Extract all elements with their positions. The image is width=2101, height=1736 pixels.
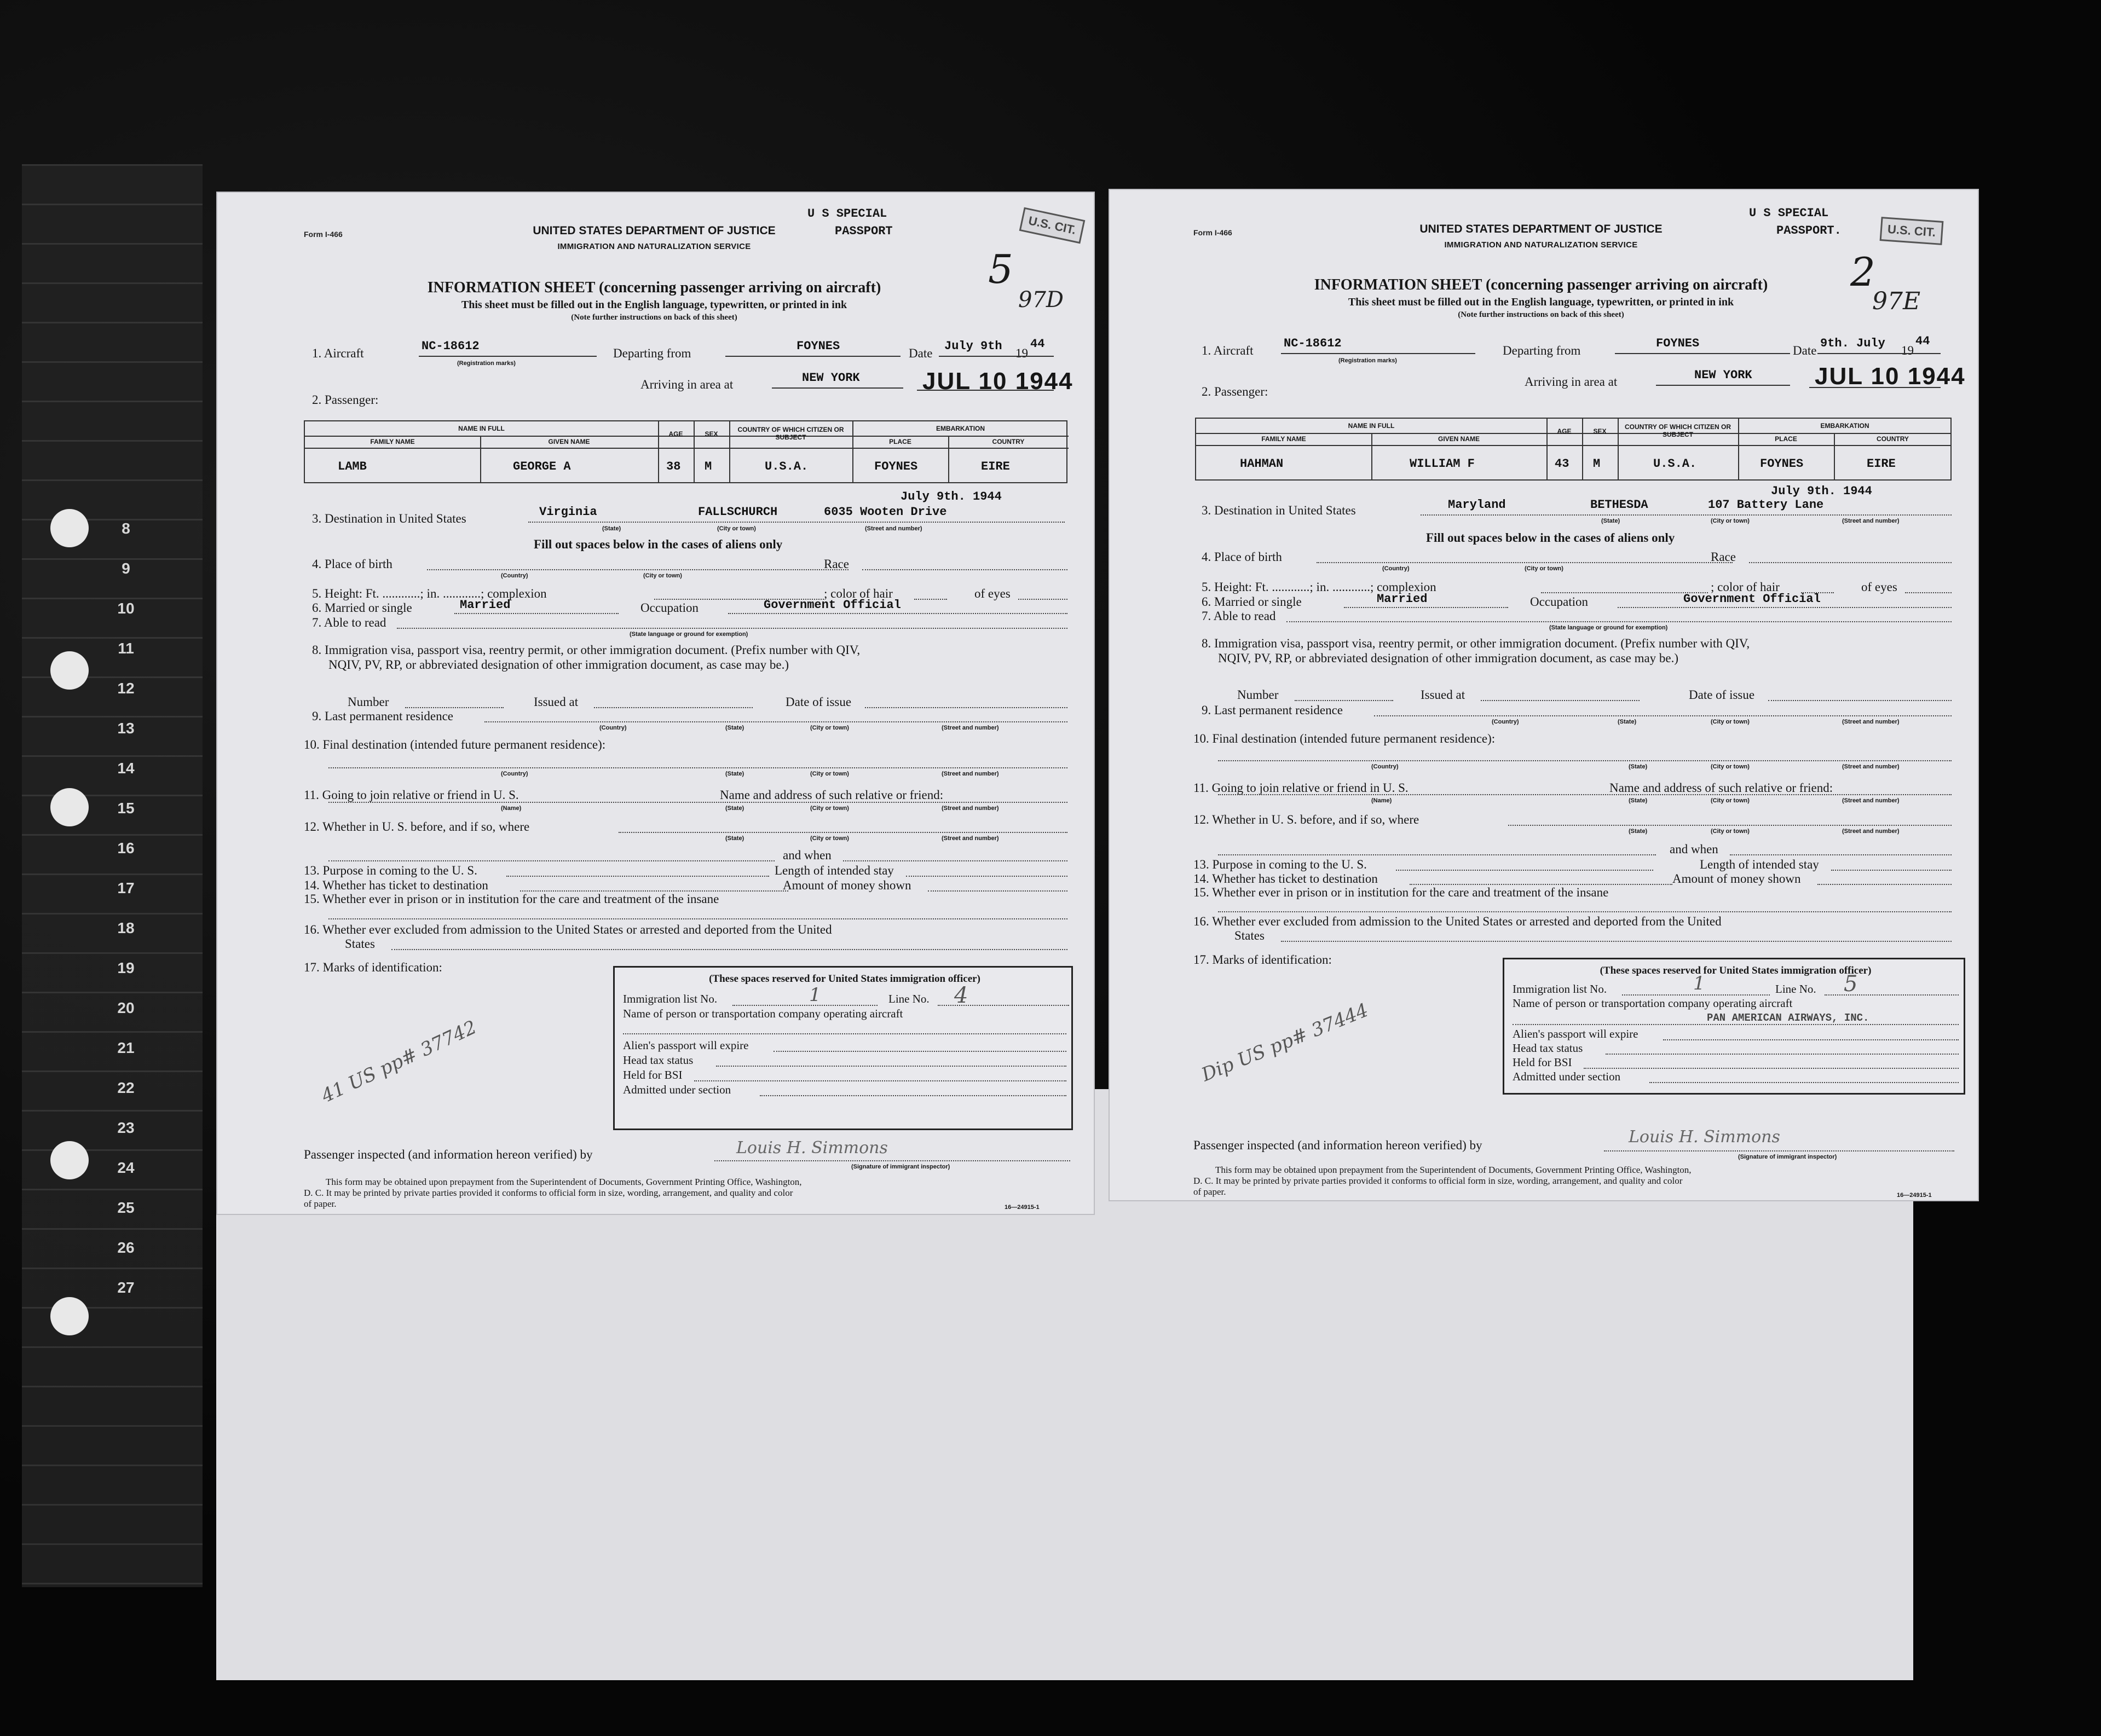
special-line-1: U S SPECIAL — [807, 207, 887, 221]
caption-country: (Country) — [501, 572, 528, 579]
ledger-number: 11 — [118, 640, 134, 657]
family-name-header: FAMILY NAME — [1261, 435, 1306, 443]
ledger-number: 25 — [117, 1199, 135, 1216]
ledger-number: 16 — [117, 840, 135, 857]
ledger-number: 21 — [117, 1039, 135, 1056]
departing-label: Departing from — [1503, 344, 1581, 357]
caption-state-10: (State) — [725, 771, 744, 777]
caption-state-9: (State) — [725, 725, 744, 731]
line-number-value: 5 — [1844, 971, 1858, 997]
marks-label: 17. Marks of identification: — [304, 960, 442, 974]
list-number-label: Immigration list No. — [1513, 982, 1607, 996]
ledger-number: 12 — [117, 680, 135, 697]
join-label: 11. Going to join relative or friend in U. S. — [1193, 781, 1409, 795]
arriving-value: NEW YORK — [1694, 368, 1752, 382]
officer-box-title: (These spaces reserved for United States immigration officer) — [1600, 965, 1872, 976]
handwritten-number: 2 — [1850, 249, 1875, 295]
caption-street-12: (Street and number) — [1842, 828, 1900, 835]
line-number-value: 4 — [954, 983, 968, 1008]
handwritten-suffix: 97D — [1018, 287, 1064, 313]
destination-date: July 9th. 1944 — [1771, 484, 1872, 498]
date-label: Date — [1793, 344, 1817, 357]
caption-state-10: (State) — [1629, 763, 1648, 770]
stay-label: Length of intended stay — [775, 864, 894, 877]
caption-city-10: (City or town) — [810, 771, 849, 777]
caption-street-9: (Street and number) — [1842, 719, 1900, 725]
special-line-2: PASSPORT — [835, 224, 893, 238]
occupation-label: Occupation — [1530, 595, 1589, 609]
ledger-number: 26 — [117, 1239, 135, 1256]
caption-state-11: (State) — [725, 805, 744, 812]
money-label: Amount of money shown — [1672, 872, 1801, 886]
given-name-value: WILLIAM F — [1410, 457, 1475, 471]
caption-country: (Country) — [1382, 565, 1410, 572]
caption-city: (City or town) — [717, 525, 756, 532]
destination-street: 107 Battery Lane — [1708, 498, 1824, 512]
citizen-value: U.S.A. — [1653, 457, 1697, 471]
sheet-subtitle: This sheet must be filled out in the English language, typewritten, or printed in ink — [1348, 296, 1734, 308]
sheet-note: (Note further instructions on back of this sheet) — [571, 313, 737, 322]
operator-value: PAN AMERICAN AIRWAYS, INC. — [1707, 1012, 1869, 1024]
destination-city: FALLSCHURCH — [698, 505, 778, 519]
officer-box-title: (These spaces reserved for United States immigration officer) — [709, 973, 980, 985]
caption-city-12: (City or town) — [1711, 828, 1750, 835]
footer-line-2: D. C. It may be printed by private parties provided it conforms to official form in size, wording, arrangement, and quality and color — [1193, 1176, 1683, 1186]
citizen-header: COUNTRY OF WHICH CITIZEN OR SUBJECT — [737, 426, 844, 441]
name-in-full-header: NAME IN FULL — [458, 425, 505, 432]
section-label: Admitted under section — [623, 1083, 731, 1096]
year-prefix: 19 — [1015, 346, 1028, 360]
section-label: Admitted under section — [1513, 1070, 1621, 1083]
caption-country-9: (Country) — [1492, 719, 1519, 725]
destination-label: 3. Destination in United States — [1202, 504, 1356, 517]
operator-label: Name of person or transportation company operating aircraft — [623, 1007, 903, 1020]
binder-hole — [50, 1297, 89, 1335]
place-value: FOYNES — [1760, 457, 1804, 471]
visa-label-1: 8. Immigration visa, passport visa, reentry permit, or other immigration document. (Prefix number with QIV, — [1202, 636, 1750, 650]
country-value: EIRE — [1867, 457, 1896, 471]
sex-value: M — [1593, 457, 1601, 471]
caption-city-9: (City or town) — [1711, 719, 1750, 725]
departing-value: FOYNES — [1656, 337, 1700, 350]
caption-state: (State) — [602, 525, 621, 532]
aircraft-value: NC-18612 — [422, 339, 480, 353]
number-label: Number — [1237, 688, 1279, 702]
race-label: Race — [824, 557, 849, 571]
list-number-value: 1 — [1693, 973, 1705, 994]
inspected-label: Passenger inspected (and information hereon verified) by — [1193, 1138, 1482, 1152]
departing-value: FOYNES — [796, 339, 840, 353]
passenger-label: 2. Passenger: — [1202, 385, 1268, 398]
excluded-label-2: States — [345, 937, 375, 951]
aircraft-label: 1. Aircraft — [1202, 344, 1254, 357]
binder-hole — [50, 788, 89, 826]
passenger-table — [304, 420, 1067, 483]
citizen-stamp: U.S. CIT. — [1019, 207, 1086, 244]
caption-street: (Street and number) — [1842, 518, 1900, 524]
information-sheet-right — [1109, 189, 1979, 1201]
departure-date-value: 9th. July — [1820, 337, 1885, 350]
hair-label: ; color of hair — [824, 587, 893, 600]
height-label: 5. Height: Ft. ............; in. ............; complexion — [1202, 580, 1436, 594]
height-label: 5. Height: Ft. ............; in. ............; complexion — [312, 587, 547, 600]
join-name-label: Name and address of such relative or friend: — [720, 788, 944, 802]
departure-date-value: July 9th — [944, 339, 1002, 353]
aircraft-value: NC-18612 — [1284, 337, 1342, 350]
sheet-note: (Note further instructions on back of this sheet) — [1458, 310, 1624, 319]
issue-date-label: Date of issue — [786, 695, 852, 709]
issue-date-label: Date of issue — [1689, 688, 1755, 702]
arrival-date-stamp: JUL 10 1944 — [1815, 363, 1966, 390]
prison-label: 15. Whether ever in prison or in institution for the care and treatment of the insane — [304, 892, 719, 906]
year-suffix: 44 — [1030, 337, 1045, 351]
caption-state-12: (State) — [725, 835, 744, 842]
citizen-stamp: U.S. CIT. — [1880, 217, 1944, 245]
line-number-label: Line No. — [1775, 982, 1816, 996]
ledger-number: 13 — [117, 720, 135, 737]
sex-header: SEX — [1593, 427, 1607, 435]
ledger-number: 22 — [117, 1079, 135, 1096]
footer-line-3: of paper. — [304, 1199, 337, 1209]
join-label: 11. Going to join relative or friend in U. S. — [304, 788, 519, 802]
inspector-signature: Louis H. Simmons — [736, 1138, 888, 1158]
caption-country-10: (Country) — [1371, 763, 1399, 770]
arriving-label: Arriving in area at — [640, 378, 734, 391]
number-label: Number — [348, 695, 389, 709]
destination-date: July 9th. 1944 — [901, 490, 1002, 504]
registration-caption: (Registration marks) — [1338, 357, 1397, 364]
eyes-label: of eyes — [1861, 580, 1897, 594]
caption-street-10: (Street and number) — [942, 771, 999, 777]
ledger-number: 23 — [117, 1119, 135, 1136]
family-name-value: HAHMAN — [1240, 457, 1284, 471]
destination-label: 3. Destination in United States — [312, 512, 466, 525]
excluded-label-2: States — [1234, 929, 1265, 942]
married-label: 6. Married or single — [1202, 595, 1302, 609]
sheet-title: INFORMATION SHEET (concerning passenger arriving on aircraft) — [1314, 276, 1768, 293]
caption-city: (City or town) — [1711, 518, 1750, 524]
marks-handwriting: Dip US pp# 37444 — [1198, 999, 1372, 1086]
caption-city-12: (City or town) — [810, 835, 849, 842]
caption-street-11: (Street and number) — [942, 805, 999, 812]
residence-label: 9. Last permanent residence — [312, 709, 453, 723]
read-caption: (State language or ground for exemption) — [630, 631, 748, 638]
year-prefix: 19 — [1901, 344, 1914, 357]
department-heading: UNITED STATES DEPARTMENT OF JUSTICE — [533, 224, 776, 237]
binder-hole — [50, 1141, 89, 1179]
occupation-value: Government Official — [1683, 592, 1821, 606]
birth-label: 4. Place of birth — [312, 557, 393, 571]
occupation-label: Occupation — [640, 601, 699, 615]
footer-line-3: of paper. — [1193, 1187, 1226, 1197]
when-label: and when — [783, 848, 832, 862]
occupation-value: Government Official — [764, 598, 901, 612]
embarkation-header: EMBARKATION — [936, 425, 985, 432]
age-value: 38 — [666, 460, 681, 473]
final-destination-label: 10. Final destination (intended future permanent residence): — [1193, 732, 1496, 745]
country-header: COUNTRY — [992, 438, 1025, 445]
ledger-number: 8 — [122, 520, 130, 537]
age-header: AGE — [1557, 427, 1572, 435]
destination-state: Virginia — [539, 505, 597, 519]
caption-city-birth: (City or town) — [643, 572, 682, 579]
family-name-header: FAMILY NAME — [370, 438, 415, 445]
given-name-value: GEORGE A — [513, 460, 571, 473]
caption-street-10: (Street and number) — [1842, 763, 1900, 770]
before-label: 12. Whether in U. S. before, and if so, where — [304, 820, 530, 834]
passport-expire-label: Alien's passport will expire — [623, 1039, 749, 1052]
service-heading: IMMIGRATION AND NATURALIZATION SERVICE — [557, 242, 751, 251]
list-number-label: Immigration list No. — [623, 992, 718, 1005]
read-label: 7. Able to read — [1202, 609, 1276, 623]
footer-line-2: D. C. It may be printed by private parties provided it conforms to official form in size, wording, arrangement, and quality and color — [304, 1188, 793, 1198]
embarkation-header: EMBARKATION — [1820, 422, 1869, 430]
marks-handwriting: 41 US pp# 37742 — [318, 1016, 480, 1108]
inspector-signature: Louis H. Simmons — [1629, 1127, 1780, 1147]
head-tax-label: Head tax status — [623, 1054, 694, 1067]
ticket-label: 14. Whether has ticket to destination — [304, 878, 488, 892]
married-value: Married — [460, 598, 511, 612]
destination-state: Maryland — [1448, 498, 1506, 512]
footer-line-1: This form may be obtained upon prepayment from the Superintendent of Documents, Government Printing Office, Washington, — [326, 1177, 802, 1187]
sheet-subtitle: This sheet must be filled out in the English language, typewritten, or printed in ink — [461, 299, 847, 311]
binder-hole — [50, 509, 89, 547]
before-label: 12. Whether in U. S. before, and if so, where — [1193, 813, 1419, 826]
visa-label-2: NQIV, PV, RP, or abbreviated designation of other immigration document, as case may be.) — [1218, 651, 1679, 665]
inspector-caption: (Signature of immigrant inspector) — [851, 1164, 950, 1170]
departing-label: Departing from — [613, 346, 691, 360]
prison-label: 15. Whether ever in prison or in institution for the care and treatment of the insane — [1193, 886, 1609, 899]
ticket-label: 14. Whether has ticket to destination — [1193, 872, 1378, 886]
place-header: PLACE — [1775, 435, 1797, 443]
family-name-value: LAMB — [338, 460, 367, 473]
read-caption: (State language or ground for exemption) — [1549, 624, 1668, 631]
caption-street-12: (Street and number) — [942, 835, 999, 842]
passenger-label: 2. Passenger: — [312, 393, 379, 407]
year-suffix: 44 — [1915, 334, 1930, 348]
when-label: and when — [1670, 842, 1718, 856]
print-code: 16—24915-1 — [1005, 1204, 1040, 1211]
visa-label-1: 8. Immigration visa, passport visa, reentry permit, or other immigration document. (Prefix number with QIV, — [312, 643, 861, 657]
aliens-only-heading: Fill out spaces below in the cases of aliens only — [534, 537, 783, 551]
join-name-label: Name and address of such relative or friend: — [1609, 781, 1833, 795]
handwritten-suffix: 97E — [1872, 287, 1921, 315]
race-label: Race — [1711, 550, 1736, 564]
age-header: AGE — [668, 430, 683, 438]
caption-city-birth: (City or town) — [1525, 565, 1563, 572]
excluded-label-1: 16. Whether ever excluded from admission to the United States or arrested and deported from the United — [304, 923, 832, 936]
purpose-label: 13. Purpose in coming to the U. S. — [304, 864, 477, 877]
special-line-1: U S SPECIAL — [1749, 206, 1829, 220]
marks-label: 17. Marks of identification: — [1193, 953, 1332, 967]
list-number-value: 1 — [809, 984, 821, 1006]
caption-name-11: (Name) — [1371, 797, 1392, 804]
caption-name-11: (Name) — [501, 805, 522, 812]
bsi-label: Held for BSI — [623, 1068, 683, 1081]
caption-city-10: (City or town) — [1711, 763, 1750, 770]
visa-label-2: NQIV, PV, RP, or abbreviated designation of other immigration document, as case may be.) — [328, 658, 789, 672]
caption-state-9: (State) — [1618, 719, 1637, 725]
information-sheet-left — [216, 192, 1095, 1215]
place-value: FOYNES — [874, 460, 918, 473]
caption-city-11: (City or town) — [810, 805, 849, 812]
special-line-2: PASSPORT. — [1776, 224, 1842, 238]
ledger-number: 27 — [117, 1279, 135, 1296]
aliens-only-heading: Fill out spaces below in the cases of aliens only — [1426, 531, 1675, 545]
birth-label: 4. Place of birth — [1202, 550, 1282, 564]
line-number-label: Line No. — [888, 992, 930, 1005]
issued-at-label: Issued at — [534, 695, 579, 709]
issued-at-label: Issued at — [1421, 688, 1465, 702]
sheet-title: INFORMATION SHEET (concerning passenger arriving on aircraft) — [427, 279, 881, 296]
ledger-number: 15 — [117, 800, 135, 817]
purpose-label: 13. Purpose in coming to the U. S. — [1193, 858, 1367, 871]
caption-street-11: (Street and number) — [1842, 797, 1900, 804]
passport-expire-label: Alien's passport will expire — [1513, 1027, 1638, 1040]
inspector-caption: (Signature of immigrant inspector) — [1738, 1154, 1837, 1160]
place-header: PLACE — [889, 438, 911, 445]
passenger-table — [1195, 418, 1952, 481]
stay-label: Length of intended stay — [1700, 858, 1819, 871]
date-label: Date — [909, 346, 933, 360]
inspected-label: Passenger inspected (and information hereon verified) by — [304, 1148, 593, 1161]
department-heading: UNITED STATES DEPARTMENT OF JUSTICE — [1419, 223, 1663, 235]
residence-label: 9. Last permanent residence — [1202, 703, 1343, 717]
sex-value: M — [705, 460, 712, 473]
caption-city-9: (City or town) — [810, 725, 849, 731]
name-in-full-header: NAME IN FULL — [1348, 422, 1395, 430]
caption-country-9: (Country) — [599, 725, 627, 731]
ledger-number: 14 — [117, 760, 135, 777]
caption-street-9: (Street and number) — [942, 725, 999, 731]
citizen-value: U.S.A. — [765, 460, 809, 473]
caption-state-11: (State) — [1629, 797, 1648, 804]
eyes-label: of eyes — [974, 587, 1011, 600]
binder-hole — [50, 651, 89, 690]
hair-label: ; color of hair — [1711, 580, 1780, 594]
destination-city: BETHESDA — [1590, 498, 1648, 512]
registration-caption: (Registration marks) — [457, 360, 516, 367]
married-value: Married — [1377, 592, 1428, 606]
caption-city-11: (City or town) — [1711, 797, 1750, 804]
caption-state: (State) — [1601, 518, 1620, 524]
excluded-label-1: 16. Whether ever excluded from admission to the United States or arrested and deported from the United — [1193, 915, 1722, 928]
handwritten-number: 5 — [988, 246, 1013, 292]
print-code: 16—24915-1 — [1897, 1192, 1932, 1199]
money-label: Amount of money shown — [783, 878, 911, 892]
officer-box — [1503, 958, 1965, 1095]
head-tax-label: Head tax status — [1513, 1041, 1583, 1055]
arrival-date-stamp: JUL 10 1944 — [922, 368, 1073, 395]
footer-line-1: This form may be obtained upon prepayment from the Superintendent of Documents, Government Printing Office, Washington, — [1215, 1165, 1692, 1175]
caption-country-10: (Country) — [501, 771, 528, 777]
citizen-header: COUNTRY OF WHICH CITIZEN OR SUBJECT — [1625, 423, 1731, 438]
read-label: 7. Able to read — [312, 616, 386, 629]
married-label: 6. Married or single — [312, 601, 412, 615]
country-value: EIRE — [981, 460, 1010, 473]
destination-street: 6035 Wooten Drive — [824, 505, 947, 519]
ledger-number: 20 — [117, 999, 135, 1016]
given-name-header: GIVEN NAME — [548, 438, 590, 445]
ledger-number: 19 — [117, 959, 135, 976]
officer-box — [613, 966, 1073, 1130]
ledger-number: 24 — [117, 1159, 135, 1176]
final-destination-label: 10. Final destination (intended future permanent residence): — [304, 738, 606, 751]
arriving-value: NEW YORK — [802, 371, 860, 385]
service-heading: IMMIGRATION AND NATURALIZATION SERVICE — [1444, 240, 1638, 250]
age-value: 43 — [1555, 457, 1569, 471]
ledger-number: 9 — [122, 560, 130, 577]
bsi-label: Held for BSI — [1513, 1056, 1572, 1069]
given-name-header: GIVEN NAME — [1438, 435, 1480, 443]
country-header: COUNTRY — [1877, 435, 1909, 443]
ledger-number: 10 — [117, 600, 135, 617]
caption-state-12: (State) — [1629, 828, 1648, 835]
ledger-number: 17 — [117, 879, 135, 896]
ledger-number: 18 — [117, 919, 135, 936]
form-number: Form I-466 — [304, 230, 343, 239]
caption-street: (Street and number) — [865, 525, 922, 532]
form-number: Form I-466 — [1193, 228, 1232, 237]
ledger-numbers — [109, 520, 142, 1319]
aircraft-label: 1. Aircraft — [312, 346, 364, 360]
operator-label: Name of person or transportation company operating aircraft — [1513, 997, 1793, 1010]
arriving-label: Arriving in area at — [1525, 375, 1618, 389]
sex-header: SEX — [705, 430, 718, 438]
